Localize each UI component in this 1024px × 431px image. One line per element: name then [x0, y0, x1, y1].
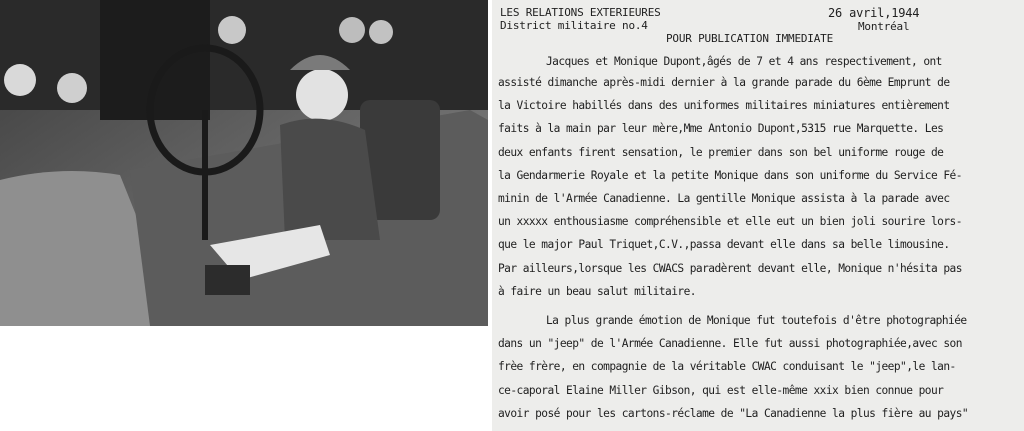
photo-girl-in-jeep — [0, 0, 488, 326]
photo-illustration — [0, 0, 488, 326]
body-line: un xxxxx enthousiasme compréhensible et elle eut un bien joli sourire lors- — [498, 215, 962, 228]
document-city: Montréal — [858, 20, 910, 33]
body-line: la Gendarmerie Royale et la petite Monique dans son uniforme du Service Fé- — [498, 169, 962, 182]
body-line: Jacques et Monique Dupont,âgés de 7 et 4 ans respectivement, ont — [546, 55, 942, 68]
body-line: la Victoire habillés dans des uniformes militaires miniatures entièrement — [498, 99, 950, 112]
body-line: dans un "jeep" de l'Armée Canadienne. Elle fut aussi photographiée,avec son — [498, 337, 962, 350]
body-line: à faire un beau salut militaire. — [498, 285, 696, 298]
body-line: Par ailleurs,lorsque les CWACS paradèrent devant elle, Monique n'hésita pas — [498, 262, 962, 275]
body-line: que le major Paul Triquet,C.V.,passa devant elle dans sa belle limousine. — [498, 238, 950, 251]
body-line: avoir posé pour les cartons-réclame de "La Canadienne la plus fière au pays" — [498, 407, 969, 420]
organization-name: LES RELATIONS EXTERIEURES — [500, 6, 661, 19]
body-line: deux enfants firent sensation, le premier dans son bel uniforme rouge de — [498, 146, 944, 159]
body-line: La plus grande émotion de Monique fut toutefois d'être photographiée — [546, 314, 967, 327]
release-notice: POUR PUBLICATION IMMEDIATE — [666, 32, 833, 45]
body-line: assisté dimanche après-midi dernier à la grande parade du 6ème Emprunt de — [498, 76, 950, 89]
body-line: minin de l'Armée Canadienne. La gentille Monique assista à la parade avec — [498, 192, 950, 205]
body-line: ce-caporal Elaine Miller Gibson, qui est elle-même xxix bien connue pour — [498, 384, 944, 397]
press-release-document — [492, 0, 1024, 431]
body-line: faits à la main par leur mère,Mme Antonio Dupont,5315 rue Marquette. Les — [498, 122, 944, 135]
district-label: District militaire no.4 — [500, 19, 648, 32]
body-line: frèe frère, en compagnie de la véritable CWAC conduisant le "jeep",le lan- — [498, 360, 956, 373]
document-date: 26 avril,1944 — [828, 6, 920, 20]
